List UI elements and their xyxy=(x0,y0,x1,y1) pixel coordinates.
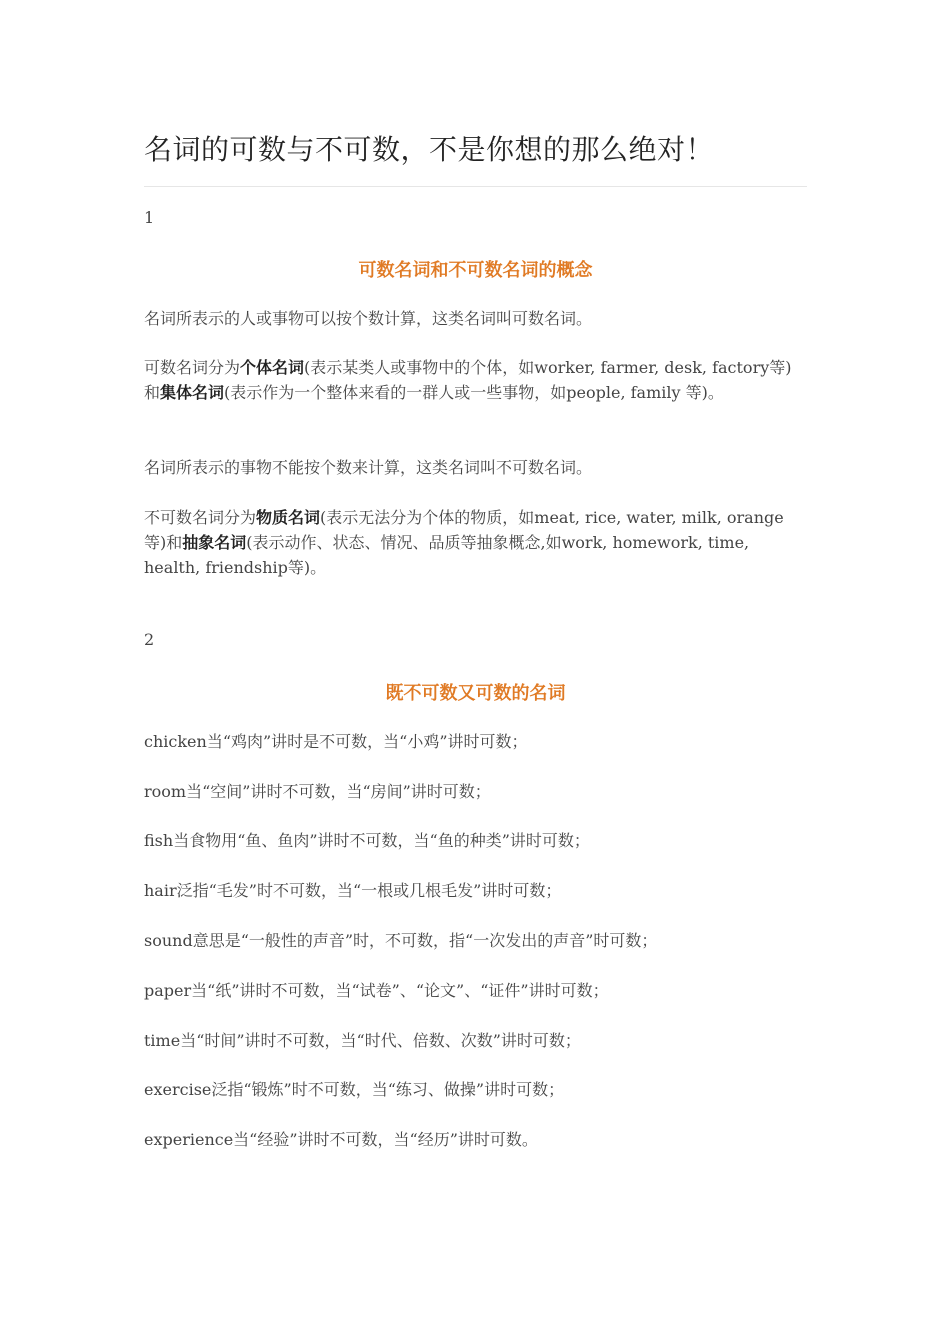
list-item: hair泛指“毛发”时不可数，当“一根或几根毛发”讲时可数； xyxy=(144,881,562,900)
bold-term-individual-noun: 个体名词 xyxy=(240,358,305,377)
list-item: exercise泛指“锻炼”时不可数，当“练习、做操”讲时可数； xyxy=(144,1080,565,1099)
list-item: fish当食物用“鱼、鱼肉”讲时不可数，当“鱼的种类”讲时可数； xyxy=(144,831,590,850)
section-heading-2: 既不可数又可数的名词 xyxy=(385,683,566,704)
paragraph-uncountable-types xyxy=(144,505,807,580)
bold-term-material-noun: 物质名词 xyxy=(256,508,321,527)
section-number-2: 2 xyxy=(144,630,155,649)
text-run: (表示某类人或事物中的个体，如worker, farmer, desk, factory等)和 xyxy=(144,358,792,402)
list-item: time当“时间”讲时不可数，当“时代、倍数、次数”讲时可数； xyxy=(144,1031,581,1050)
list-item: paper当“纸”讲时不可数，当“试卷”、“论文”、“证件”讲时可数； xyxy=(144,981,609,1000)
list-item: chicken当“鸡肉”讲时是不可数，当“小鸡”讲时可数； xyxy=(144,732,528,751)
paragraph-uncountable-definition: 名词所表示的事物不能按个数来计算，这类名词叫不可数名词。 xyxy=(144,458,593,477)
section-heading-1: 可数名词和不可数名词的概念 xyxy=(358,260,593,281)
page-title: 名词的可数与不可数，不是你想的那么绝对！ xyxy=(144,133,715,166)
text-run: 不可数名词分为 xyxy=(144,508,257,527)
bold-term-collective-noun: 集体名词 xyxy=(160,383,225,402)
text-run: 可数名词分为 xyxy=(144,358,241,377)
paragraph-countable-types xyxy=(144,355,807,405)
paragraph-countable-definition: 名词所表示的人或事物可以按个数计算，这类名词叫可数名词。 xyxy=(144,309,593,328)
title-divider xyxy=(144,186,807,187)
list-item: sound意思是“一般性的声音”时，不可数，指“一次发出的声音”时可数； xyxy=(144,931,658,950)
list-item: room当“空间”讲时不可数，当“房间”讲时可数； xyxy=(144,782,491,801)
section-number-1: 1 xyxy=(144,208,155,227)
list-item: experience当“经验”讲时不可数，当“经历”讲时可数。 xyxy=(144,1130,538,1149)
text-run: (表示作为一个整体来看的一群人或一些事物，如people, family 等)。 xyxy=(224,383,724,402)
text-run: (表示动作、状态、情况、品质等抽象概念,如work, homework, time, health, friendship等)。 xyxy=(144,533,750,577)
text-run: (表示无法分为个体的物质，如meat, rice, water, milk, orange 等)和 xyxy=(144,508,784,552)
bold-term-abstract-noun: 抽象名词 xyxy=(182,533,247,552)
